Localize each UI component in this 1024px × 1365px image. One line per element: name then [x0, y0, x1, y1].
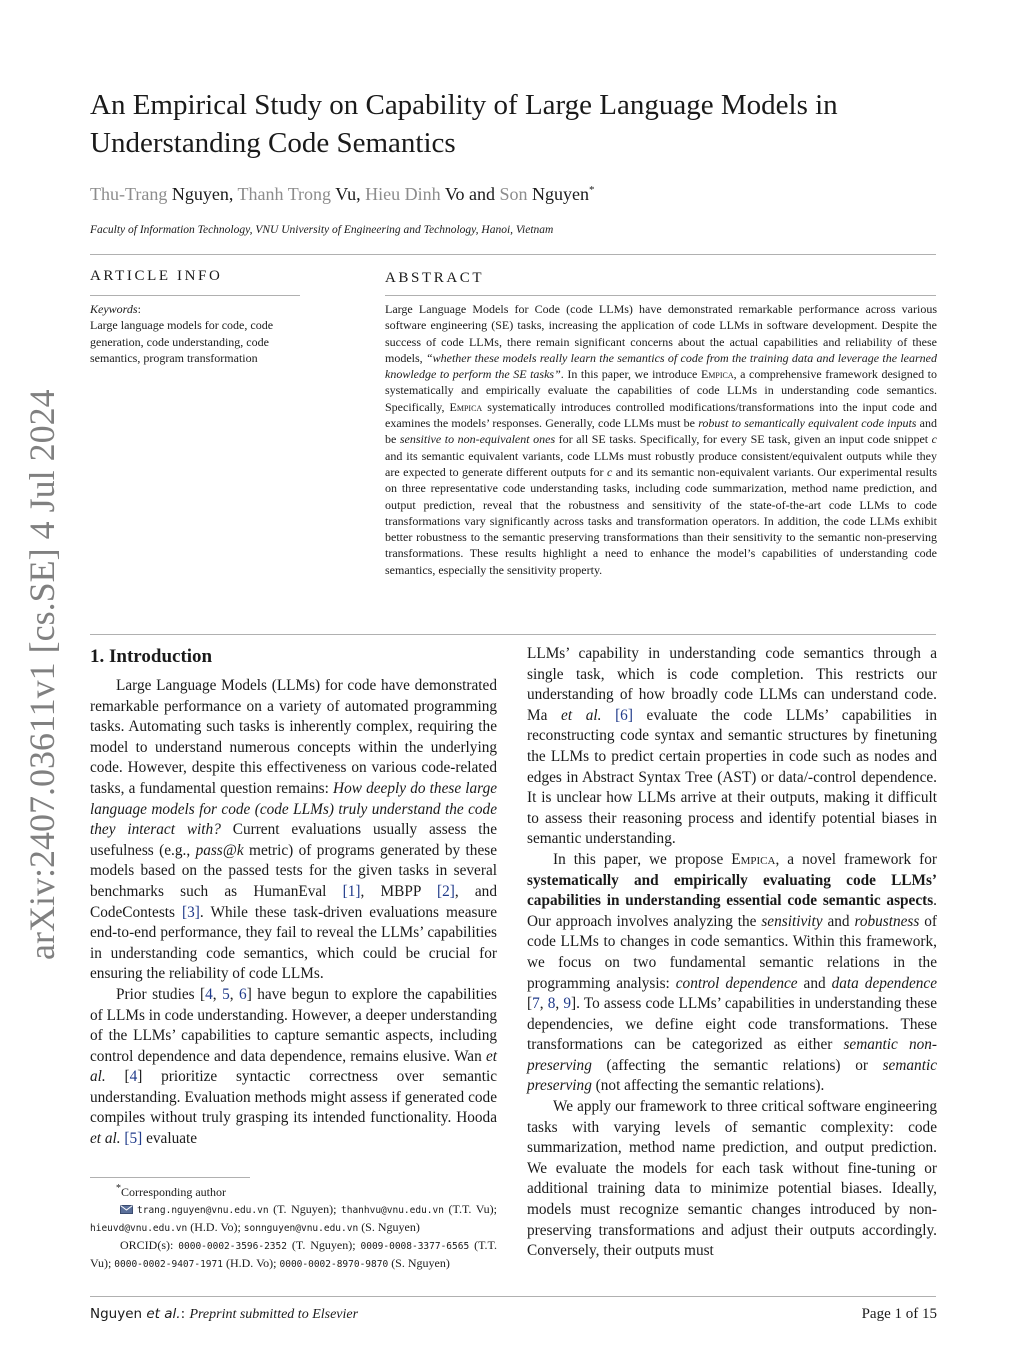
abstract-text: and its semantic non-equivalent variants. Our experimental results on three representative code understanding tasks, including code summarization, method name prediction, and output prediction, reveal that the robustness and sensitivity of the state-of-the-art code LLMs to code transformations vary significantly across tasks and transformation operators. In addition, the code LLMs exhibit better robustness to the semantic preserving transformations than their sensitivity to the semantic non-preserving transformations. These results highlight a need to enhance the model’s capabilities of understanding code semantics, especially the sensitivity property.: [385, 464, 937, 577]
footnote-text: (T.T. Vu);: [90, 1238, 497, 1270]
footer-author: Nguyen: [90, 1306, 147, 1322]
term-emphasis: semantic non-preserving: [527, 1036, 937, 1074]
framework-name: Empica: [700, 367, 734, 382]
body-text: ,: [555, 995, 564, 1013]
abstract-heading: ABSTRACT: [385, 270, 485, 286]
section-heading: 1. Introduction: [90, 646, 213, 667]
author-given: Thanh Trong: [237, 184, 332, 204]
paper-title: [90, 86, 950, 162]
right-paragraph-2: [527, 850, 937, 1097]
author-list: [90, 178, 950, 206]
keywords-label: Keywords: [90, 302, 138, 316]
right-paragraph-3: We apply our framework to three critical software engineering tasks with varying levels of semantic complexity: code summarization, method name prediction, and output prediction. We evaluate the models for each task without fine-tuning or additional training data to minimize potential biases. Ideally, models must recognize semantic changes introduced by non-preserving transformations and adjust their outputs accordingly. Conversely, their outputs must: [527, 1098, 937, 1260]
email-link[interactable]: hieuvd@vnu.edu.vn: [90, 1223, 188, 1234]
et-al: et al.: [90, 1047, 497, 1086]
body-text: and: [797, 974, 832, 992]
keywords-text: Large language models for code, code generation, code understanding, code semantics, program transformation: [90, 318, 274, 365]
citation-link[interactable]: 8: [547, 995, 556, 1013]
email-link[interactable]: trang.nguyen@vnu.edu.vn: [137, 1205, 269, 1216]
intro-paragraph-2: [90, 985, 497, 1150]
intro-paragraph-1: [90, 676, 497, 985]
body-text: LLMs’ capability in understanding code semantics through a single task, which is code completion. This restricts our understanding of how broadly code LLMs can understand code. Ma: [527, 645, 937, 724]
body-text: Large Language Models (LLMs) for code have demonstrated remarkable performance on a variety of automated programming tasks. Automating such tasks is inherently complex, requiring the model to understand numerous concepts within the underlying code. However, despite this effectiveness on various code-related tasks, a fundamental question remains:: [90, 677, 497, 797]
abstract-text: systematically introduces controlled modifications/transformations into the input code and examines the models’ responses. Generally, code LLMs must be: [385, 399, 938, 431]
et-al: et al.: [90, 1130, 121, 1148]
body-text: [: [105, 1068, 130, 1086]
article-info-rule: [90, 295, 300, 296]
body-text: , MBPP: [360, 882, 437, 900]
email-link[interactable]: thanhvu@vnu.edu.vn: [341, 1205, 444, 1216]
orcid-link[interactable]: 0000-0002-8970-9870: [279, 1259, 389, 1270]
left-column: [90, 676, 497, 1150]
footnote-corresponding: [90, 1180, 497, 1201]
body-text: [: [527, 995, 533, 1013]
page-number: Page 1 of 15: [861, 1306, 937, 1322]
citation-link[interactable]: 4: [205, 985, 213, 1003]
body-text: (affecting the semantic relations) or: [591, 1056, 883, 1074]
abstract-text: and its semantic equivalent variants, code LLMs must robustly produce consistent/equivalent outputs while they are expected to generate different outputs for: [385, 448, 937, 479]
footer-text: :: [180, 1306, 190, 1322]
body-text: Prior studies [: [116, 985, 206, 1003]
body-text: evaluate the code LLMs’ capabilities in reconstructing code syntax and semantic structures by finetuning the LLMs to predict certain properties in code such as nodes and edges in Abstract Syntax Tree (AST) or data/-control dependence. It is unclear how LLMs arrive at their outputs, making it difficult to assess their reasoning process and identify potential biases in semantic understanding.: [527, 706, 937, 848]
footer-rule: [90, 1296, 936, 1297]
email-icon: [120, 1205, 133, 1214]
body-text: ,: [212, 985, 223, 1003]
body-text: , a novel framework for: [775, 850, 937, 868]
affiliation: Faculty of Information Technology, VNU University of Engineering and Technology, Hanoi, Vietnam: [90, 224, 554, 236]
abstract-text: Large Language Models for Code (code LLMs) have demonstrated remarkable performance across various software engineering (SE) tasks, increasing the application of code LLMs in software development. Despite the success of code LLMs, there remain significant concerns about the actual capabilities and reliability of these models,: [385, 302, 937, 365]
body-text: ]. To assess code LLMs’ capabilities in understanding these dependencies, we define eight code transformations. These transformations can be categorized as either: [527, 995, 937, 1054]
term-emphasis: control dependence: [675, 974, 798, 992]
abstract-text: . In this paper, we introduce: [560, 367, 701, 382]
running-footer: [90, 1305, 358, 1324]
author-separator: and: [464, 184, 500, 204]
abstract-quote: “whether these models really learn the semantics of code from the training data and leverage the learned knowledge to perform the SE tasks”: [385, 350, 937, 382]
framework-name: Empica: [449, 399, 483, 414]
footnote-mark: *: [116, 1183, 121, 1194]
body-text: metric) of programs generated by these models based on the passed tests for the given tasks in several benchmarks such as HumanEval: [90, 841, 497, 900]
footnote-text: (T. Nguyen);: [268, 1202, 341, 1216]
keywords-block: Keywords: Large language models for code, code generation, code understanding, code semantics, program transformation: [90, 301, 305, 366]
right-paragraph-1: [527, 644, 937, 850]
citation-link[interactable]: [5]: [124, 1130, 143, 1148]
corresponding-mark[interactable]: *: [589, 184, 595, 196]
body-text: of code LLMs to changes in code semantics. Within this framework, we focus on two fundamental semantic relations in the programming analysis:: [527, 912, 937, 992]
abstract-text: for all SE tasks. Specifically, for every SE task, given an input code snippet: [555, 432, 932, 447]
arxiv-stamp: arXiv:2407.03611v1 [cs.SE] 4 Jul 2024: [22, 389, 62, 960]
footnote-text: (S. Nguyen): [358, 1220, 420, 1234]
footer-etal: et al.: [146, 1306, 181, 1322]
author-family: Nguyen: [532, 184, 590, 204]
abstract-body: [385, 301, 937, 578]
abstract-text: and be: [385, 416, 938, 447]
body-text: evaluate: [142, 1130, 198, 1148]
author-family: Nguyen: [171, 184, 229, 204]
contribution-highlight: systematically and empirically evaluating code LLMs’ capabilities in understanding essential code semantic aspects: [527, 871, 937, 910]
metric-name: pass@k: [195, 841, 244, 859]
footnote-orcids: [90, 1237, 497, 1273]
abstract-bottom-rule: [90, 634, 936, 635]
citation-link[interactable]: 4: [129, 1068, 138, 1086]
footnotes: [90, 1180, 497, 1273]
body-text: ,: [539, 995, 548, 1013]
term-emphasis: data dependence: [831, 974, 937, 992]
body-text: . Our approach involves analyzing the: [527, 892, 937, 930]
author-given: Thu-Trang: [90, 184, 168, 204]
citation-link[interactable]: 9: [563, 995, 572, 1013]
term-emphasis: robustness: [854, 912, 920, 930]
abstract-emphasis: sensitive to non-equivalent ones: [399, 432, 556, 447]
orcid-link[interactable]: 0000-0002-3596-2352: [178, 1241, 287, 1252]
right-column: [527, 644, 937, 1262]
abstract-text: , a comprehensive framework designed to systematically and empirically evaluate the capabilities of code LLMs in understanding code semantics. Specifically,: [385, 367, 937, 414]
body-text: Current evaluations usually assess the usefulness (e.g.,: [90, 821, 497, 859]
body-text: , and CodeContests: [90, 882, 497, 921]
footnote-text: (H.D. Vo);: [187, 1220, 244, 1234]
body-text: ] prioritize syntactic correctness over semantic understanding. Evaluation methods might assess if generated code compiles without truly grasping its intended functionality. Hooda: [90, 1068, 497, 1127]
abstract-emphasis: robust to semantically equivalent code inputs: [698, 416, 917, 431]
title-line-1: An Empirical Study on Capability of Large Language Models in: [90, 89, 838, 121]
author-given: Hieu Dinh: [365, 184, 441, 204]
body-text: ,: [229, 985, 240, 1003]
header-rule: [90, 254, 936, 255]
abstract-rule: [385, 295, 936, 296]
author-family: Vo: [444, 184, 465, 204]
body-text: (not affecting the semantic relations).: [591, 1077, 825, 1095]
footer-preprint: Preprint submitted to Elsevier: [189, 1307, 359, 1322]
citation-link[interactable]: 6: [239, 985, 247, 1003]
footnote-text: (T. Nguyen);: [286, 1238, 361, 1252]
abstract-var: c: [931, 432, 937, 447]
article-info-heading: ARTICLE INFO: [90, 268, 223, 284]
author-family: Vu: [335, 184, 357, 204]
citation-link[interactable]: [2]: [437, 882, 455, 900]
body-text: ] have begun to explore the capabilities of LLMs in code understanding. However, a deeper understanding of the LLMs’ capabilities to capture semantic aspects, including control dependence and data dependence, remains elusive. Wan: [90, 985, 497, 1065]
title-line-2: Understanding Code Semantics: [90, 127, 456, 159]
email-link[interactable]: sonnguyen@vnu.edu.vn: [243, 1223, 359, 1234]
abstract-var: c: [606, 464, 613, 479]
author-separator: ,: [228, 184, 238, 204]
author-given: Son: [499, 184, 528, 204]
footnote-text: (S. Nguyen): [388, 1256, 450, 1270]
footnote-text: (T.T. Vu);: [443, 1202, 497, 1216]
term-emphasis: sensitivity: [761, 912, 823, 930]
author-separator: ,: [356, 184, 366, 204]
citation-link[interactable]: [1]: [342, 882, 361, 900]
framework-name: Empica: [731, 850, 776, 868]
footnote-emails: [90, 1201, 497, 1237]
citation-link[interactable]: 7: [532, 995, 540, 1013]
term-emphasis: semantic preserving: [527, 1056, 937, 1095]
orcid-link[interactable]: 0009-0008-3377-6565: [360, 1241, 470, 1252]
body-text: . While these task-driven evaluations measure end-to-end performance, they fail to reveal the LLMs’ capabilities in understanding code semantics, which could be crucial for ensuring the reliability of code LLMs.: [90, 903, 497, 983]
footnote-rule: [90, 1177, 250, 1178]
footnote-text: ORCID(s):: [120, 1238, 179, 1252]
body-text: In this paper, we propose: [553, 850, 732, 868]
research-question: How deeply do these large language models for code (code LLMs) truly understand the code they interact with?: [90, 779, 498, 839]
citation-link[interactable]: [3]: [182, 903, 200, 921]
citation-link[interactable]: 5: [222, 985, 230, 1003]
orcid-link[interactable]: 0000-0002-9407-1971: [114, 1259, 223, 1270]
body-text: and: [822, 912, 855, 930]
citation-link[interactable]: [6]: [615, 706, 633, 724]
footnote-text: Corresponding author: [121, 1185, 226, 1199]
et-al: et al.: [561, 706, 602, 724]
footnote-text: (H.D. Vo);: [222, 1256, 280, 1270]
